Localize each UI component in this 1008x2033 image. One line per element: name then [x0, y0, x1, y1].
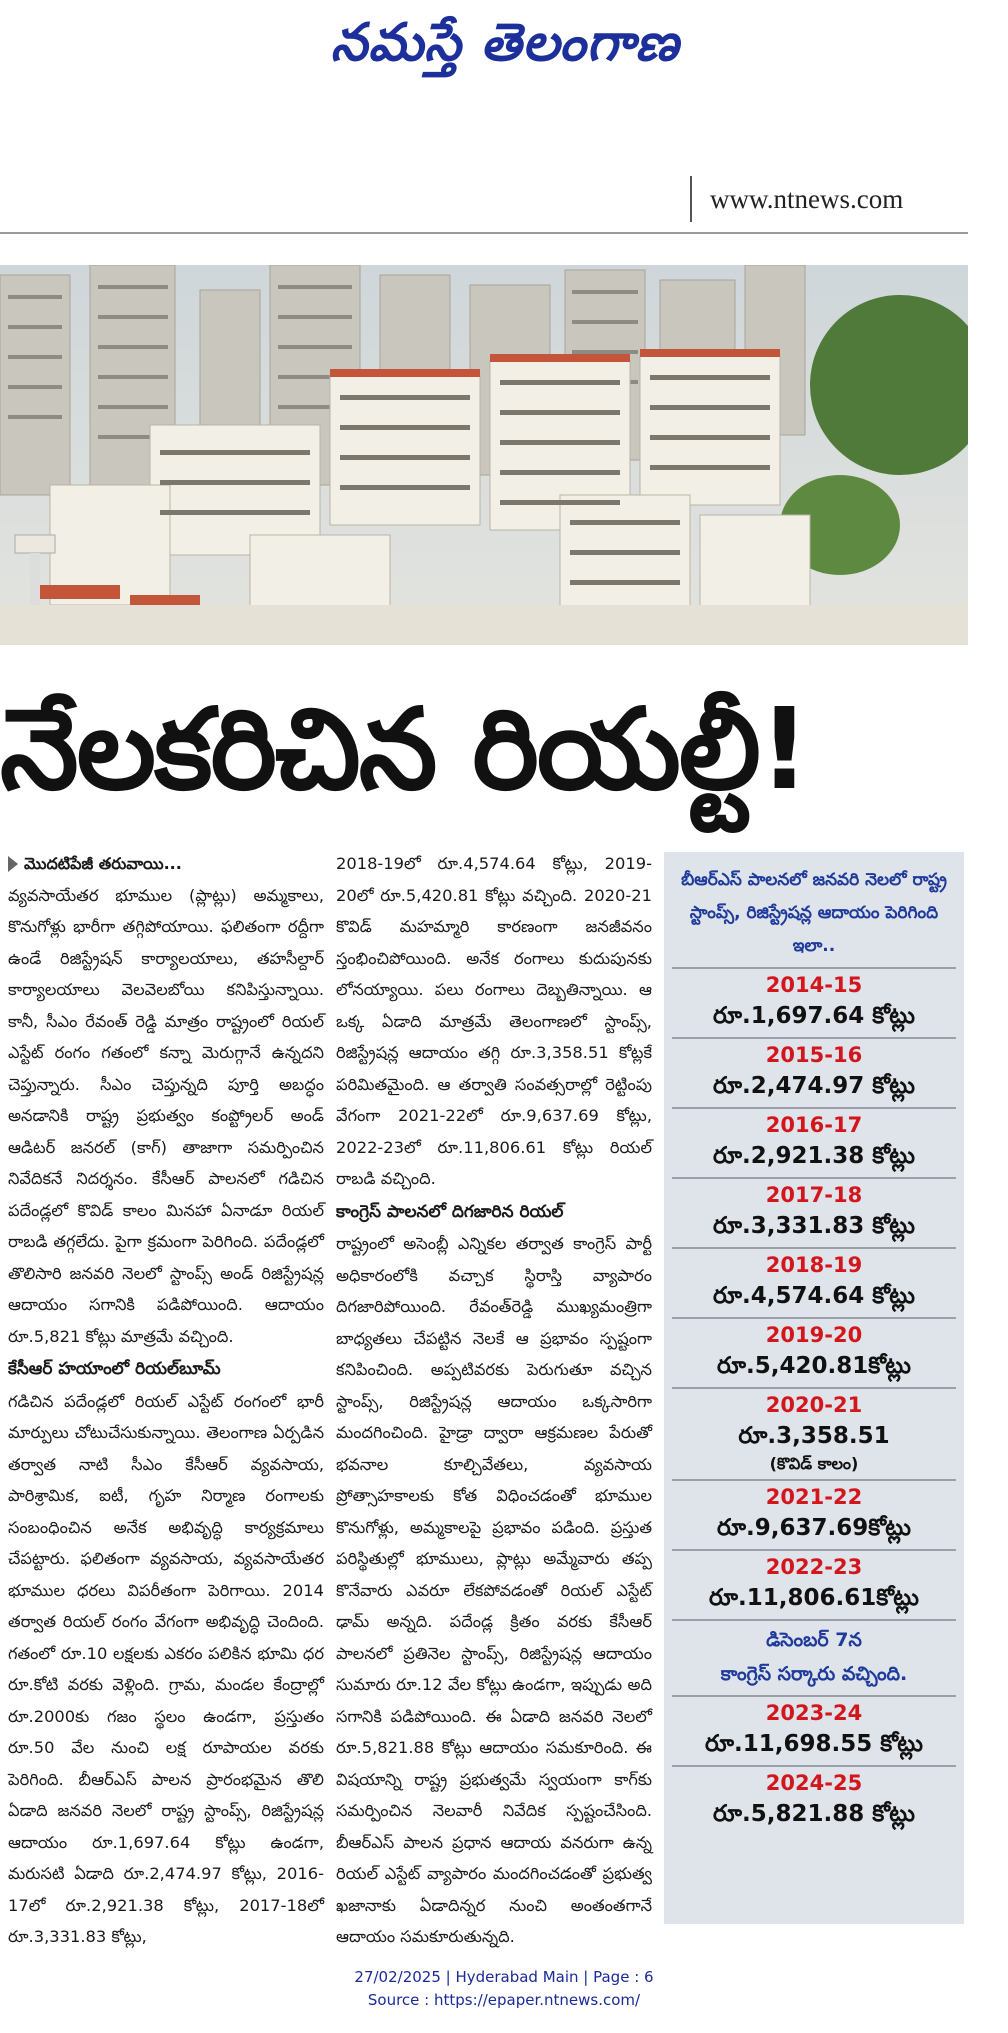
revenue-year: 2024-25: [765, 1771, 863, 1795]
revenue-row: [672, 1177, 956, 1247]
revenue-row: [672, 1107, 956, 1177]
website-url[interactable]: www.ntnews.com: [710, 184, 904, 214]
revenue-value: రూ.11,806.61కోట్లు: [709, 1585, 919, 1611]
government-change-note: [672, 1619, 956, 1695]
revenue-year: 2019-20: [765, 1323, 863, 1347]
revenue-row: [672, 1247, 956, 1317]
continuation-kicker: [8, 848, 324, 880]
headline: నేలకరిచిన రియల్టీ!: [0, 685, 808, 815]
revenue-year: 2020-21: [765, 1393, 863, 1417]
revenue-value: రూ.9,637.69కోట్లు: [717, 1515, 911, 1541]
page-footer: [0, 1966, 1008, 2012]
revenue-row: [672, 1549, 956, 1619]
revenue-row: [672, 1765, 956, 1835]
revenue-year: 2016-17: [765, 1113, 863, 1137]
source-link[interactable]: Source : https://epaper.ntnews.com/: [367, 1991, 641, 2009]
newspaper-logo: నమస్తే తెలంగాణ: [330, 13, 680, 73]
top-divider: [0, 232, 968, 234]
revenue-year: 2023-24: [765, 1701, 863, 1725]
paragraph: వ్యవసాయేతర భూముల (ప్లాట్లు) అమ్మకాలు, కొనుగోళ్లు భారీగా తగ్గిపోయాయి. ఫలితంగా రద్దీగా ఉండే రిజిస్ట్రేషన్ కార్యాలయాలు, తహసీల్దార్ కార్యాలయాలు వెలవెలబోయి కనిపిస్తున్నాయి. కానీ, సీఎం రేవంత్ రెడ్డి మాత్రం రాష్ట్రంలో రియల్ ఎస్టేట్ రంగం గతంలో కన్నా మెరుగ్గానే ఉన్నదని చెప్తున్నారు. సీఎం చెప్తున్నది పూర్తి అబద్ధం అనడానికి రాష్ట్ర ప్రభుత్వం కంప్ట్రోలర్ అండ్ ఆడిటర్ జనరల్ (కాగ్) తాజాగా సమర్పించిన నివేదికనే నిదర్శనం. కేసీఆర్ పాలనలో గడిచిన పదేండ్లలో కొవిడ్ కాలం మినహా ఏనాడూ రియల్ రాబడి తగ్గలేదు. పైగా క్రమంగా పెరిగింది. పదేండ్లలో తొలిసారి జనవరి నెలలో స్టాంప్స్ అండ్ రిజిస్ట్రేషన్ల ఆదాయం సగానికి పడిపోయింది. ఆదాయం రూ.5,821 కోట్లు మాత్రమే వచ్చింది.: [8, 885, 324, 1346]
subheading: కాంగ్రెస్ పాలనలో దిగజారిన రియల్: [336, 1201, 564, 1222]
revenue-year: 2014-15: [765, 973, 863, 997]
revenue-year: 2018-19: [765, 1253, 863, 1277]
revenue-value: రూ.2,921.38 కోట్లు: [713, 1143, 915, 1169]
revenue-value: రూ.2,474.97 కోట్లు: [713, 1073, 915, 1099]
paragraph: రాష్ట్రంలో అసెంబ్లీ ఎన్నికల తర్వాత కాంగ్రెస్ పార్టీ అధికారంలోకి వచ్చాక స్థిరాస్తి వ్యాపారం దిగజారిపోయింది. రేవంత్‌రెడ్డి ముఖ్యమంత్రిగా బాధ్యతలు చేపట్టిన నెలకే ఆ ప్రభావం స్పష్టంగా కనిపించింది. అప్పటివరకు పెరుగుతూ వచ్చిన స్టాంప్స్, రిజిస్ట్రేషన్ల ఆదాయం ఒక్కసారిగా మందగించింది. హైడ్రా ద్వారా ఆక్రమణల పేరుతో భవనాల కూల్చివేతలు, వ్యవసాయ ప్రోత్సాహకాలకు కోత విధించడంతో భూముల కొనుగోళ్లు, అమ్మకాలపై ప్రభావం పడింది. ప్రస్తుత పరిస్థితుల్లో భూములు, ప్లాట్లు అమ్మేవారు తప్ప కొనేవారు ఎవరూ లేకపోవడంతో రియల్ ఎస్టేట్ ఢామ్ అన్నది. పదేండ్ల క్రితం వరకు కేసీఆర్ పాలనలో ప్రతినెల స్టాంప్స్, రిజిస్ట్రేషన్ల ఆదాయం సుమారు రూ.12 వేల కోట్లు ఉండగా, ఇప్పుడు అది సగానికి పడిపోయింది. ఈ ఏడాది జనవరి నెలలో రూ.5,821.88 కోట్లు ఆదాయం సమకూరింది. ఈ విషయాన్ని రాష్ట్ర ప్రభుత్వమే స్వయంగా కాగ్‌కు సమర్పించిన నెలవారీ నివేదిక స్పష్టంచేసింది. బీఆర్ఎస్ పాలన ప్రధాన ఆదాయ వనరుగా ఉన్న రియల్ ఎస్టేట్ వ్యాపారం మందగించడంతో ప్రభుత్వ ఖజానాకు ఏడాదిన్నర నుంచి అంతంతగానే ఆదాయం సమకూరుతున్నది.: [336, 1234, 652, 1946]
triangle-icon: [8, 856, 18, 872]
skyline-photo: [0, 265, 968, 645]
revenue-row: [672, 1317, 956, 1387]
revenue-year: 2015-16: [765, 1043, 863, 1067]
paragraph: 2018-19లో రూ.4,574.64 కోట్లు, 2019-20లో రూ.5,420.81 కోట్లు వచ్చింది. 2020-21 కొవిడ్ మహమ్మారి కారణంగా జనజీవనం స్తంభించిపోయింది. అనేక రంగాలు కుదుపునకు లోనయ్యాయి. పలు రంగాలు దెబ్బతిన్నాయి. ఆ ఒక్క ఏడాది మాత్రమే తెలంగాణలో స్టాంప్స్, రిజిస్ట్రేషన్ల ఆదాయం తగ్గి రూ.3,358.51 కోట్లకే పరిమితమైంది. ఆ తర్వాతి సంవత్సరాల్లో రెట్టింపు వేగంగా 2021-22లో రూ.9,637.69 కోట్లు, 2022-23లో రూ.11,806.61 కోట్లు రియల్ రాబడి వచ్చింది.: [336, 854, 652, 1188]
revenue-year: 2021-22: [765, 1485, 863, 1509]
paragraph: గడిచిన పదేండ్లలో రియల్ ఎస్టేట్ రంగంలో భారీ మార్పులు చోటుచేసుకున్నాయి. తెలంగాణ ఏర్పడిన తర్వాత నాటి సీఎం కేసీఆర్ వ్యవసాయ, పారిశ్రామిక, ఐటీ, గృహ నిర్మాణ రంగాలకు సంబంధించిన అనేక అభివృద్ధి కార్యక్రమాలు చేపట్టారు. ఫలితంగా వ్యవసాయ, వ్యవసాయేతర భూముల ధరలు విపరీతంగా పెరిగాయి. 2014 తర్వాత రియల్ రంగం వేగంగా అభివృద్ధి చెందింది. గతంలో రూ.10 లక్షలకు ఎకరం పలికిన భూమి ధర రూ.కోటి వరకు వెళ్లింది. గ్రామ, మండల కేంద్రాల్లో రూ.2000కు గజం స్థలం ఉండగా, ప్రస్తుతం రూ.50 వేల నుంచి లక్ష రూపాయల వరకు పెరిగింది. బీఆర్ఎస్ పాలన ప్రారంభమైన తొలి ఏడాది జనవరి నెలలో రాష్ట్ర స్టాంప్స్, రిజిస్ట్రేషన్ల ఆదాయం రూ.1,697.64 కోట్లు ఉండగా, మరుసటి ఏడాది రూ.2,474.97 కోట్లు, 2016-17లో రూ.2,921.38 కోట్లు, 2017-18లో రూ.3,331.83 కోట్లు,: [8, 1391, 324, 1946]
edition-info: 27/02/2025 | Hyderabad Main | Page : 6: [354, 1968, 654, 1986]
revenue-year: 2017-18: [765, 1183, 863, 1207]
revenue-row: [672, 1479, 956, 1549]
revenue-value: రూ.11,698.55 కోట్లు: [704, 1731, 923, 1757]
kicker-text: మొదటిపేజీ తరువాయి...: [24, 854, 182, 873]
skyline-illustration: [0, 265, 968, 645]
revenue-sidebar: [664, 852, 964, 1924]
break-line-1: డిసెంబర్ 7న: [766, 1629, 862, 1651]
revenue-row: [672, 1387, 956, 1479]
revenue-row: [672, 1037, 956, 1107]
revenue-year: 2022-23: [765, 1555, 863, 1579]
masthead: [0, 0, 1008, 90]
article-column-2: [336, 848, 652, 1953]
sidebar-intro: బీఆర్ఎస్ పాలనలో జనవరి నెలలో రాష్ట్ర స్టాంప్స్, రిజిస్ట్రేషన్ల ఆదాయం పెరిగింది ఇలా..: [681, 870, 947, 956]
revenue-value: రూ.1,697.64 కోట్లు: [713, 1003, 915, 1029]
website-url-box: [690, 176, 970, 222]
covid-note: (కొవిడ్ కాలం): [769, 1454, 859, 1473]
revenue-row: [672, 967, 956, 1037]
revenue-value: రూ.5,821.88 కోట్లు: [713, 1801, 915, 1827]
article-column-1: [8, 848, 324, 1953]
revenue-row: [672, 1695, 956, 1765]
revenue-value: రూ.3,331.83 కోట్లు: [713, 1213, 915, 1239]
revenue-value: రూ.4,574.64 కోట్లు: [713, 1283, 915, 1309]
subheading: కేసీఆర్ హయాంలో రియల్‌బూమ్: [8, 1359, 221, 1379]
revenue-value: రూ.3,358.51: [738, 1423, 890, 1449]
break-line-2: కాంగ్రెస్ సర్కారు వచ్చింది.: [720, 1663, 908, 1685]
revenue-value: రూ.5,420.81కోట్లు: [717, 1353, 911, 1379]
